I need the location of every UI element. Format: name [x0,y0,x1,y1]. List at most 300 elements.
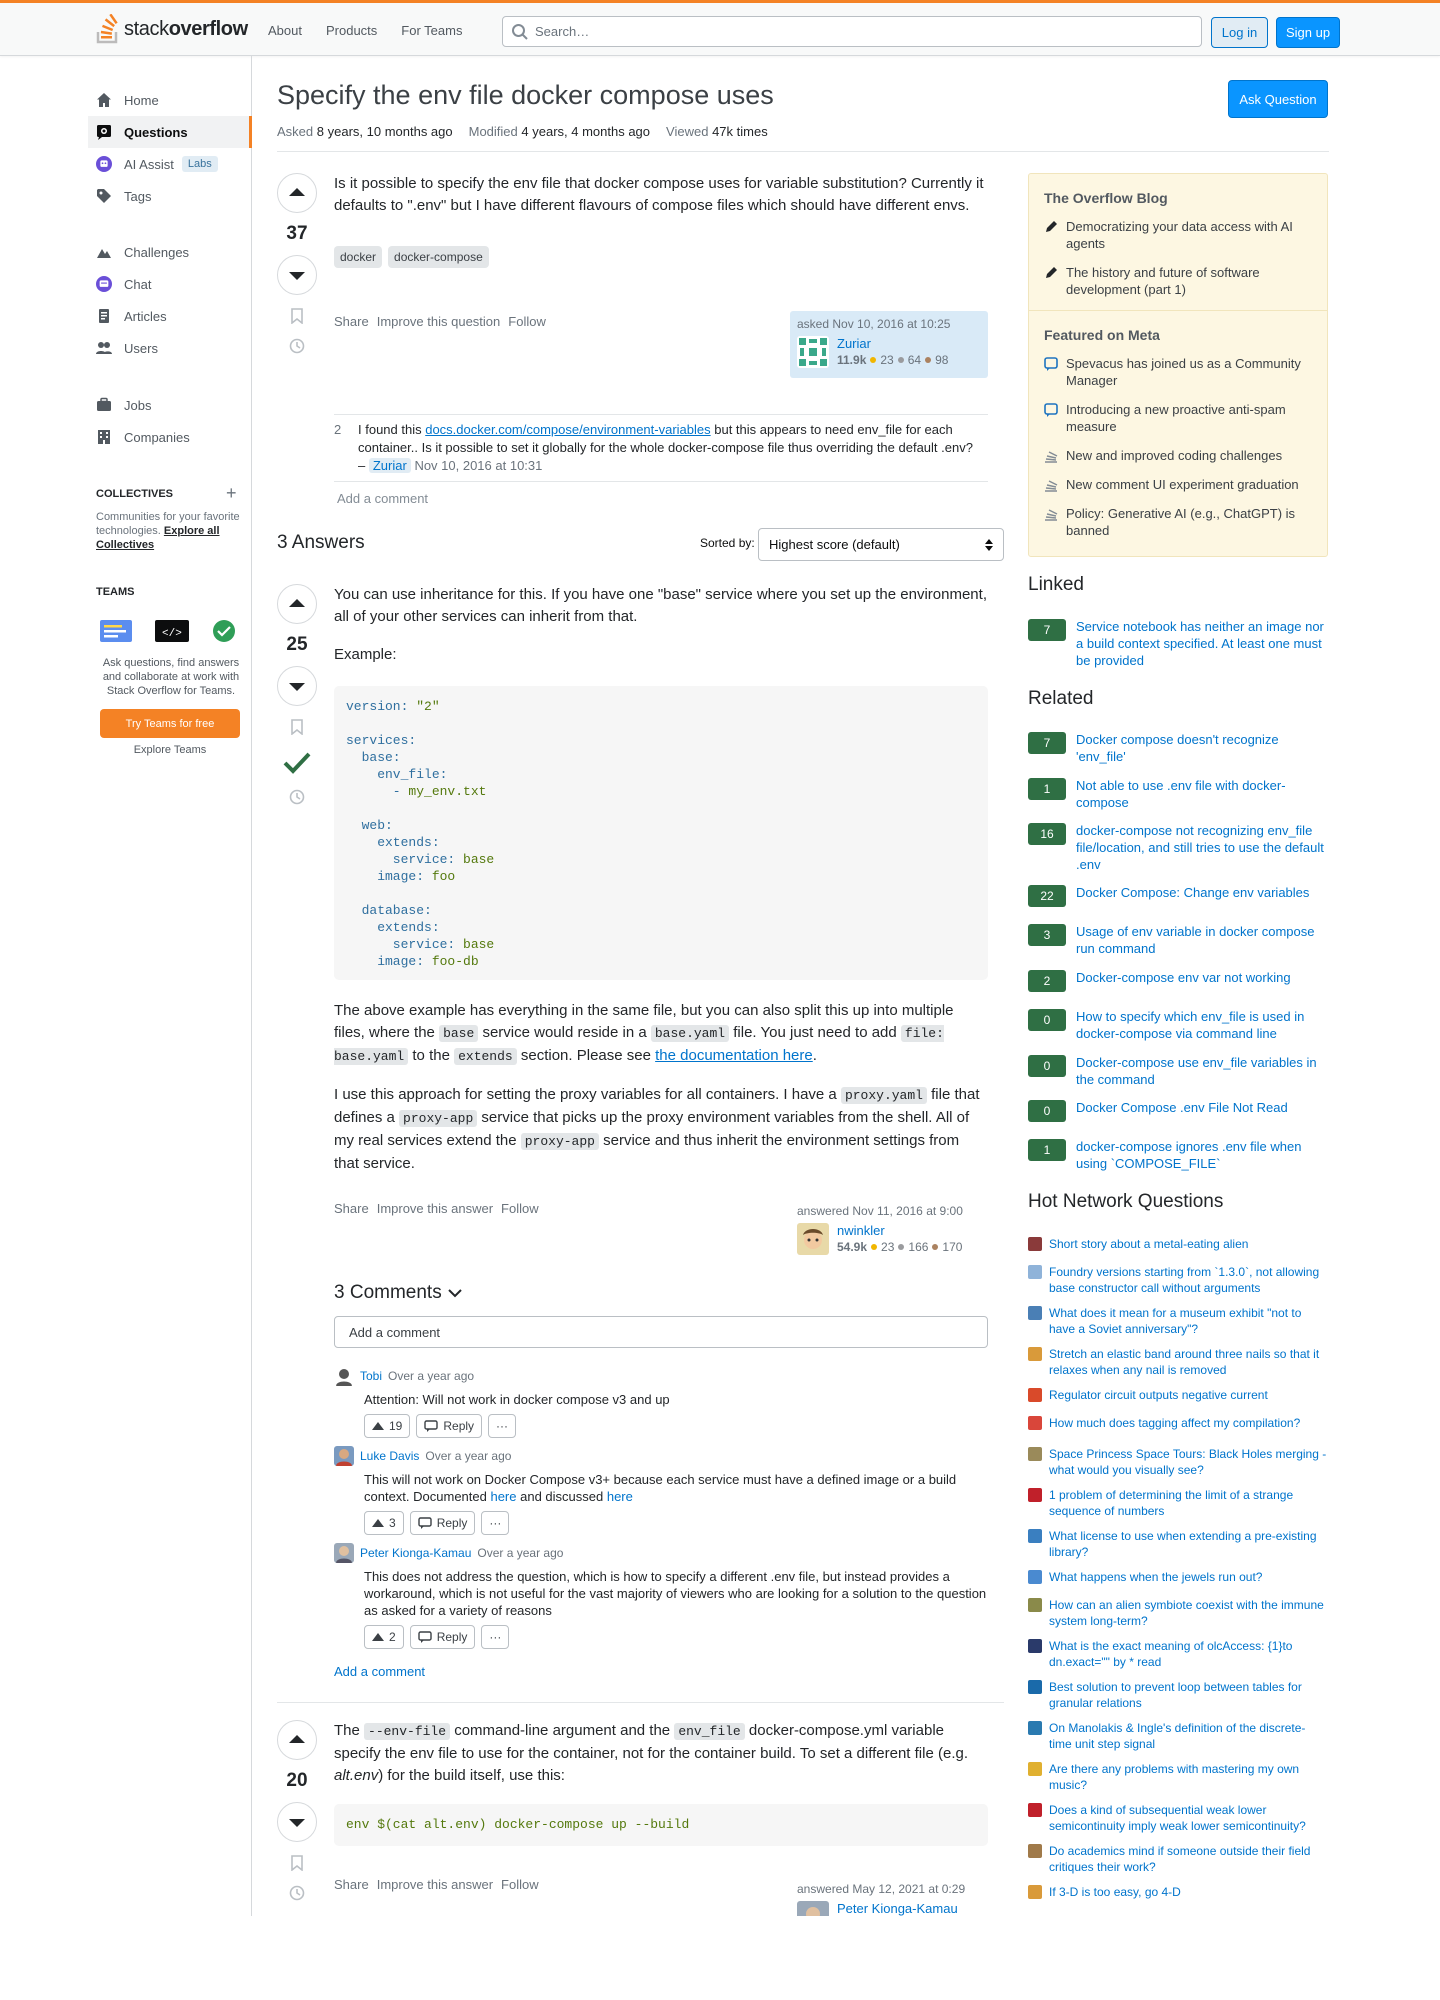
comment-author-link[interactable]: Luke Davis [360,1449,420,1463]
hot-network-heading: Hot Network Questions [1028,1191,1224,1212]
related-question-link[interactable]: docker-compose ignores .env file when using `COMPOSE_FILE` [1076,1139,1302,1171]
hot-question-item [1028,1802,1328,1834]
avatar[interactable] [334,1543,354,1563]
avatar[interactable] [334,1446,354,1466]
meta-item[interactable]: New and improved coding challenges [1029,441,1327,470]
sidebar-item-companies[interactable] [88,421,252,453]
search-input[interactable] [535,24,1135,39]
sidebar-item-label: Companies [124,429,190,445]
comment-text: I found this docs.docker.com/compose/environment-variables but this appears to need env_file for each container.. Is it possible to set it globally for the whole docker-compose file thus overriding the default .env? – Zuriar Nov 10, 2016 at 10:31 [358,422,973,473]
comment: Tobi Over a year ago Attention: Will not work in docker compose v3 and up 19 Reply ··· [334,1366,988,1438]
hot-question-link[interactable]: Short story about a metal-eating alien [1049,1237,1249,1251]
site-icon [1028,1570,1042,1584]
related-item [1028,1054,1328,1088]
hot-question-link[interactable]: Does a kind of subsequential weak lower semicontinuity imply weak lower semicontinuity? [1049,1803,1306,1833]
site-icon [1028,1237,1042,1251]
sidebar-item-tags[interactable] [88,180,252,212]
site-icon [1028,1803,1042,1817]
hot-question-item [1028,1305,1328,1337]
meta-item[interactable]: Introducing a new proactive anti-spam measure [1029,395,1327,441]
pencil-icon [1044,266,1058,280]
upvote-button[interactable] [277,584,317,624]
site-icon [1028,1639,1042,1653]
pencil-icon [1044,220,1058,234]
hot-question-link[interactable]: Are there any problems with mastering my own music? [1049,1762,1300,1792]
comment-text: This does not address the question, which is how to specify a different .env file, but instead provides a workaround, which is not useful for the vast majority of viewers who are looking for a solution to the question as asked for a variety of reasons [364,1569,987,1618]
downvote-button[interactable] [277,1802,317,1842]
related-item [1028,884,1328,907]
hot-question-item [1028,1487,1328,1519]
site-icon [1028,1721,1042,1735]
code-key: - [346,784,401,799]
silver-badge-icon [898,357,904,363]
code-key: extends: [346,920,440,935]
vote-count: 20 [286,1770,308,1791]
asked-date: asked Nov 10, 2016 at 10:25 [797,317,951,331]
score-badge: 16 [1028,823,1066,845]
site-icon [1028,1488,1042,1502]
improve-answer-link[interactable]: Improve this answer [376,1877,494,1892]
hot-question-link[interactable]: Best solution to prevent loop between tables for granular relations [1049,1680,1302,1710]
jobs-icon [96,397,112,413]
question-body: Is it possible to specify the env file that docker compose uses for variable substitution? Currently it defaults to ".env" but I have different flavours of compose files which should have different envs. [334,175,984,214]
top-nav [256,17,474,44]
question-title[interactable]: Specify the env file docker compose uses [277,80,774,110]
teams-illustration-icon [100,618,238,644]
answer1-code-block [334,686,988,980]
hot-question-item [1028,1446,1328,1478]
site-icon [1028,1844,1042,1858]
comments-toggle[interactable]: 3 Comments [334,1282,462,1304]
question-actions [334,314,546,329]
avatar[interactable] [334,1366,354,1386]
meta-stack-icon [1044,507,1058,521]
sidebar-item-label: Articles [124,308,167,324]
site-icon [1028,1306,1042,1320]
tag-icon [96,188,112,204]
share-link[interactable]: Share [334,314,369,329]
documentation-link[interactable]: the documentation here [655,1047,813,1064]
chevron-updown-icon [985,539,993,551]
code-value: base [455,937,495,952]
score-badge: 2 [1028,970,1066,992]
add-comment-input[interactable]: Add a comment [334,1316,988,1348]
arrow-up-icon [372,1518,384,1528]
answer1-vote-cell [277,584,317,806]
share-link[interactable]: Share [334,1877,369,1892]
code-key: database: [346,903,432,918]
hot-question-item [1028,1843,1328,1875]
code-value: my_env.txt [400,784,487,799]
sidebar-item-users[interactable] [88,332,252,364]
related-question-link[interactable]: Docker Compose: Change env variables [1076,885,1310,900]
answer1-body: You can use inheritance for this. If you have one "base" service where you set up the environment, all of your other services can inherit from that. Example: [334,586,987,663]
hot-question-item [1028,1415,1328,1431]
asked-meta: Asked 8 years, 10 months ago [277,124,453,139]
stackoverflow-logo-icon [96,14,120,44]
site-icon [1028,1529,1042,1543]
code-key: extends: [346,835,440,850]
code-value: "2" [408,699,440,714]
comment-upvote-button[interactable]: 19 [364,1414,410,1438]
answer1-owner-card [790,1198,988,1265]
more-options-button[interactable]: ··· [481,1625,509,1649]
answer1-actions [334,1201,539,1216]
follow-link[interactable]: Follow [501,1877,539,1892]
code-key: image: [346,954,425,969]
sidebar-item-chat[interactable] [88,268,252,300]
related-question-link[interactable]: Docker-compose use env_file variables in the command [1076,1055,1317,1087]
follow-link[interactable]: Follow [501,1201,539,1216]
comment: Luke Davis Over a year ago This will not work on Docker Compose v3+ because each service must have a defined image or a build context. Documented here and discussed here 3 Reply ··· [334,1446,988,1535]
sidebar-item-articles[interactable] [88,300,252,332]
labs-badge: Labs [182,156,218,172]
user-name-link[interactable]: Zuriar [837,336,871,351]
hot-question-link[interactable]: Space Princess Space Tours: Black Holes merging - what would you visually see? [1049,1447,1327,1477]
sidebar-item-questions[interactable] [88,116,252,148]
answers-count: 3 Answers [277,532,365,553]
ai-assist-icon [96,156,112,172]
history-icon[interactable] [288,788,306,806]
explore-collectives-link[interactable]: Explore all Collectives [96,525,220,551]
score-badge: 0 [1028,1100,1066,1122]
sidebar-item-label: Home [124,92,159,108]
bronze-badge-icon [925,357,931,363]
sorted-label: Sorted by: [700,536,755,550]
hot-question-link[interactable]: 1 problem of determining the limit of a strange sequence of numbers [1049,1488,1294,1518]
code-value: foo [424,869,456,884]
meta-heading: Featured on Meta [1044,327,1160,343]
reputation: 11.9k 23 64 98 [837,353,949,367]
question-comment [334,414,988,482]
site-icon [1028,1598,1042,1612]
arrow-up-icon [288,1731,306,1749]
hot-question-link[interactable]: What is the exact meaning of olcAccess: {1}to dn.exact="" by * read [1049,1639,1293,1669]
hot-question-link[interactable]: How much does tagging affect my compilation? [1049,1416,1301,1430]
history-icon[interactable] [288,337,306,355]
arrow-down-icon [288,266,306,284]
answered-date: answered May 12, 2021 at 0:29 [797,1882,966,1896]
reply-icon [418,1631,432,1643]
score-badge: 22 [1028,885,1066,907]
score-badge: 1 [1028,778,1066,800]
svg-text:</>: </> [162,628,182,640]
answer1-body-cont: The above example has everything in the same file, but you can also split this up into multiple files, where the base service would reside in a base.yaml file. You just need to add file: base.yaml to the extends section. Please see the documentation here. I use this approach for setting the proxy variables for all containers. I have a proxy.yaml file that defines a proxy-app service that picks up the proxy environment variables from the shell. All of my real services extend the proxy-app service and thus inherit the environment settings from that service. [334,1002,980,1172]
related-question-link[interactable]: How to specify which env_file is used in docker-compose via command line [1076,1009,1305,1041]
home-icon [96,92,112,108]
code-key: service: [346,852,456,867]
sidebar-item-ai-assist[interactable] [88,148,252,180]
challenges-icon [96,244,112,260]
sidebar-item-home[interactable] [88,84,252,116]
blog-item[interactable]: Democratizing your data access with AI agents [1029,212,1327,258]
search-box [502,16,1202,47]
hot-question-link[interactable]: If 3-D is too easy, go 4-D [1049,1885,1181,1899]
score-badge: 0 [1028,1009,1066,1031]
question-meta [277,124,768,139]
hot-question-link[interactable]: Do academics mind if someone outside their field critiques their work? [1049,1844,1311,1874]
reply-icon [418,1517,432,1529]
arrow-up-icon [288,595,306,613]
sidebar-item-challenges[interactable] [88,236,252,268]
blog-heading: The Overflow Blog [1044,190,1168,206]
hot-question-link[interactable]: Foundry versions starting from `1.3.0`, not allowing base constructor call without arguments [1049,1265,1320,1295]
hot-question-item [1028,1720,1328,1752]
code-key: env_file: [346,767,448,782]
explore-teams-link[interactable]: Explore Teams [133,744,207,756]
login-button[interactable]: Log in [1211,17,1268,48]
tag-docker[interactable]: docker [334,246,382,268]
signup-button[interactable]: Sign up [1276,17,1340,48]
comment: Peter Kionga-Kamau Over a year ago This does not address the question, which is how to specify a different .env file, but instead provides a workaround, which is not useful for the vast majority of viewers who are looking for a solution to the question as asked for a variety of reasons 2 Reply ··· [334,1543,988,1649]
reputation: 54.9k 23 166 170 [837,1240,963,1254]
reply-button[interactable]: Reply [410,1511,476,1535]
code-key: web: [346,818,393,833]
hot-question-link[interactable]: Stretch an elastic band around three nails so that it relaxes when any nail is removed [1049,1347,1320,1377]
hot-question-item [1028,1346,1328,1378]
comment-author-link[interactable]: Zuriar [369,458,411,473]
hot-question-item [1028,1387,1328,1403]
share-link[interactable]: Share [334,1201,369,1216]
code-key: service: [346,937,456,952]
sidebar-item-label: Challenges [124,244,190,260]
collectives-heading: COLLECTIVES [96,488,174,500]
silver-badge-icon [898,1244,904,1250]
bronze-badge-icon [932,1244,938,1250]
hot-question-item [1028,1264,1328,1296]
improve-answer-link[interactable]: Improve this answer [376,1201,494,1216]
meta-item[interactable]: Policy: Generative AI (e.g., ChatGPT) is banned [1029,499,1327,545]
hot-question-item [1028,1569,1328,1585]
code-key: image: [346,869,425,884]
hot-question-item [1028,1597,1328,1629]
arrow-up-icon [288,184,306,202]
teams-text: Ask questions, find answers and collaborate at work with Stack Overflow for Teams. [102,657,240,697]
accepted-check-icon [283,748,311,776]
modified-meta: Modified 4 years, 4 months ago [468,124,651,139]
hot-question-item [1028,1236,1328,1252]
hot-question-item [1028,1638,1328,1670]
nav-products[interactable]: Products [325,23,378,38]
hot-question-link[interactable]: On Manolakis & Ingle's definition of the discrete-time unit step signal [1049,1721,1306,1751]
related-item [1028,1099,1328,1122]
site-icon [1028,1265,1042,1279]
bookmark-icon[interactable] [288,718,306,736]
site-icon [1028,1885,1042,1899]
answer2-actions [334,1877,539,1892]
site-icon [1028,1447,1042,1461]
try-teams-button[interactable]: Try Teams for free [100,709,240,738]
answer2-code-block: env $(cat alt.env) docker-compose up --build [334,1804,988,1846]
code-value: foo-db [424,954,479,969]
site-icon [1028,1680,1042,1694]
comment-author-link[interactable]: Tobi [360,1369,383,1383]
articles-icon [96,308,112,324]
code-key: version: [346,699,409,714]
related-item [1028,1008,1328,1042]
arrow-up-icon [372,1421,384,1431]
user-name-link[interactable]: nwinkler [837,1223,885,1238]
question-owner-card [790,311,988,378]
meta-stack-icon [1044,478,1058,492]
linked-heading: Linked [1028,574,1084,595]
downvote-button[interactable] [277,255,317,295]
hot-question-link[interactable]: Regulator circuit outputs negative current [1049,1388,1268,1402]
history-icon[interactable] [288,1884,306,1902]
vote-count: 25 [286,634,308,655]
sidebar-item-label: AI Assist [124,156,174,172]
comment-date: Nov 10, 2016 at 10:31 [414,458,543,473]
vote-count: 37 [286,223,308,244]
related-question-link[interactable]: docker-compose not recognizing env_file file/location, and still tries to use the default .env [1076,823,1324,872]
downvote-button[interactable] [277,666,317,706]
score-badge: 3 [1028,924,1066,946]
chat-icon [96,276,112,292]
related-item [1028,777,1328,811]
related-item [1028,731,1328,765]
gold-badge-icon [871,1244,877,1250]
ask-question-button[interactable]: Ask Question [1228,80,1328,118]
score-badge: 7 [1028,619,1066,641]
code-key: services: [346,733,417,748]
linked-question-link[interactable]: Service notebook has neither an image nor a build context specified. At least one must be provided [1076,619,1324,668]
comment-author-link[interactable]: Peter Kionga-Kamau [360,1546,472,1560]
upvote-button[interactable] [277,1720,317,1760]
nav-about[interactable]: About [268,23,302,38]
gold-badge-icon [870,357,876,363]
arrow-up-icon [372,1632,384,1642]
question-tags [334,246,489,268]
left-sidebar [0,56,252,1916]
question-vote-cell [277,173,317,355]
related-question-link[interactable]: Usage of env variable in docker compose run command [1076,924,1315,956]
reply-icon [424,1420,438,1432]
comment-score: 2 [334,422,342,437]
upvote-button[interactable] [277,173,317,213]
reply-button[interactable]: Reply [410,1625,476,1649]
arrow-down-icon [288,677,306,695]
discussed-here-link[interactable]: here [606,1489,633,1504]
answer2-owner-card [790,1876,988,1916]
docs-link[interactable]: docs.docker.com/compose/environment-variables [425,422,711,437]
hot-question-link[interactable]: What license to use when extending a pre-existing library? [1049,1529,1317,1559]
teams-heading: TEAMS [96,586,135,598]
sidebar-item-label: Chat [124,276,152,292]
hot-question-item [1028,1761,1328,1793]
code-key: base: [346,750,401,765]
search-icon [511,23,529,41]
code-value: base [455,852,495,867]
users-icon [96,340,112,356]
linked-item [1028,618,1328,669]
comment-upvote-button[interactable]: 3 [364,1511,404,1535]
chevron-down-icon [448,1288,462,1298]
divider [277,151,1329,152]
viewed-meta: Viewed 47k times [666,124,768,139]
comment-text: Attention: Will not work in docker compose v3 and up [364,1392,670,1407]
site-icon [1028,1762,1042,1776]
tag-docker-compose[interactable]: docker-compose [388,246,489,268]
blog-item[interactable]: The history and future of software development (part 1) [1029,258,1327,304]
site-icon [1028,1347,1042,1361]
related-question-link[interactable]: Docker-compose env var not working [1076,970,1291,985]
hot-question-item [1028,1679,1328,1711]
answer2-body: The --env-file command-line argument and the env_file docker-compose.yml variable specify the env file to use for the container, not for the container build. To set a different file (e.g. alt.env) for the build itself, use this: [334,1722,968,1784]
hot-question-item [1028,1884,1328,1900]
related-item [1028,969,1328,992]
related-item [1028,923,1328,957]
meta-chat-icon [1044,357,1058,371]
questions-icon [96,124,112,140]
documented-here-link[interactable]: here [490,1489,517,1504]
meta-chat-icon [1044,403,1058,417]
avatar[interactable] [797,1901,829,1916]
related-item [1028,1138,1328,1172]
hot-question-link[interactable]: What does it mean for a museum exhibit "not to have a Soviet anniversary"? [1049,1306,1302,1336]
sort-select[interactable]: Highest score (default) [758,528,1004,561]
avatar[interactable] [797,1223,829,1255]
bookmark-icon[interactable] [288,307,306,325]
improve-question-link[interactable]: Improve this question [376,314,501,329]
hot-question-link[interactable]: How can an alien symbiote coexist with the immune system long-term? [1049,1598,1324,1628]
score-badge: 0 [1028,1055,1066,1077]
site-icon [1028,1416,1042,1430]
related-heading: Related [1028,688,1094,709]
comment-upvote-button[interactable]: 2 [364,1625,404,1649]
sidebar-item-jobs[interactable] [88,389,252,421]
sidebar-item-label: Users [124,340,158,356]
logo-text: stackoverflow [124,17,248,40]
answer2-vote-cell [277,1720,317,1902]
sidebar-item-label: Tags [124,188,152,204]
collectives-add-icon[interactable]: + [226,483,237,503]
more-options-button[interactable]: ··· [488,1414,516,1438]
nav-for-teams[interactable]: For Teams [401,23,463,38]
related-question-link[interactable]: Docker Compose .env File Not Read [1076,1100,1288,1115]
collectives-text: Communities for your favorite technologies. Explore all Collectives [96,511,240,551]
answered-date: answered Nov 11, 2016 at 9:00 [797,1204,963,1218]
related-question-link[interactable]: Not able to use .env file with docker-compose [1076,778,1286,810]
more-options-button[interactable]: ··· [481,1511,509,1535]
hot-question-item [1028,1528,1328,1560]
related-question-link[interactable]: Docker compose doesn't recognize 'env_file' [1076,732,1279,764]
related-item [1028,822,1328,873]
score-badge: 1 [1028,1139,1066,1161]
divider [277,1702,1004,1703]
user-name-link[interactable]: Peter Kionga-Kamau [837,1901,958,1916]
companies-icon [96,429,112,445]
meta-item[interactable]: Spevacus has joined us as a Community Manager [1029,349,1327,395]
top-bar [0,0,1440,56]
sidebar-item-label: Jobs [124,397,152,413]
stackoverflow-logo[interactable] [96,13,248,45]
meta-stack-icon [1044,449,1058,463]
bookmark-icon[interactable] [288,1854,306,1872]
add-comment-link[interactable]: Add a comment [334,1664,426,1679]
site-icon [1028,1388,1042,1402]
reply-button[interactable]: Reply [416,1414,482,1438]
sidebar-item-label: Questions [124,124,188,140]
hot-question-link[interactable]: What happens when the jewels run out? [1049,1570,1263,1584]
score-badge: 7 [1028,732,1066,754]
overflow-blog-widget [1028,173,1328,557]
add-comment-link[interactable]: Add a comment [337,491,429,506]
arrow-down-icon [288,1813,306,1831]
comment-text: This will not work on Docker Compose v3+ because each service must have a defined image or a build context. Documented here and discussed here [364,1472,957,1504]
avatar[interactable] [797,336,829,368]
follow-link[interactable]: Follow [508,314,546,329]
meta-item[interactable]: New comment UI experiment graduation [1029,470,1327,499]
